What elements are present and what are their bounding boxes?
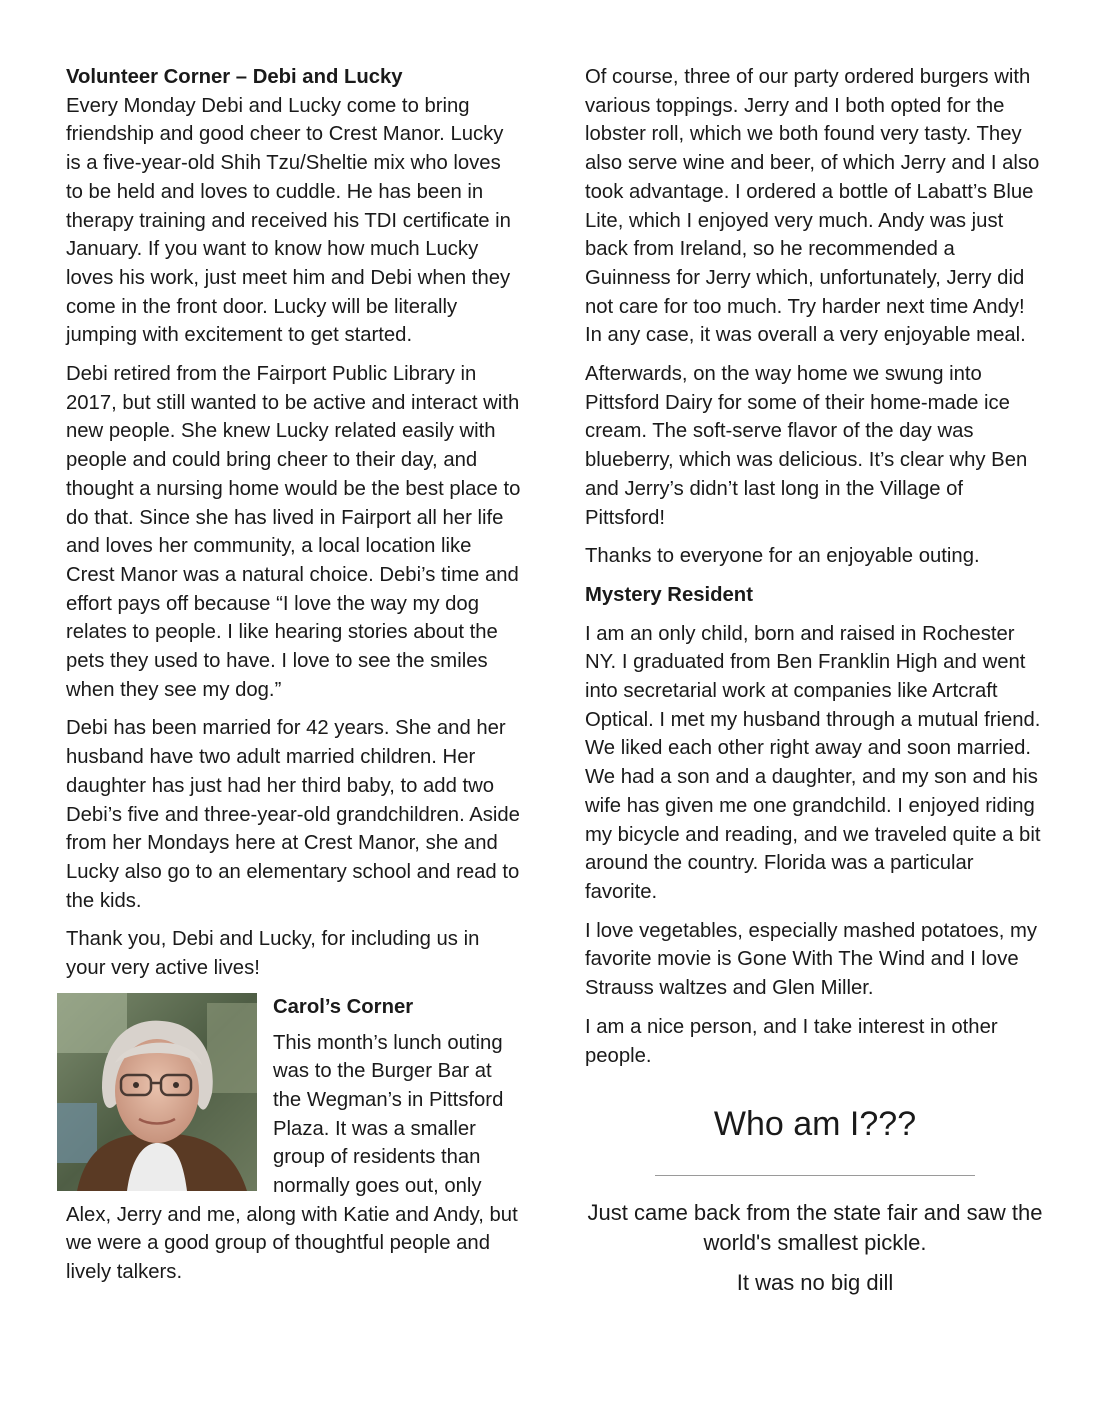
answer-line xyxy=(655,1175,975,1176)
carol-paragraph-3: Afterwards, on the way home we swung into Pittsford Dairy for some of their home-made ice cream. The soft-serve flavor of the day was blueberry, which was delicious. It’s clear why Ben and Jerry’s didn’t last long in the Village of Pittsford! xyxy=(585,363,1028,529)
carol-paragraph-4: Thanks to everyone for an enjoyable outing. xyxy=(585,545,980,568)
volunteer-heading: Volunteer Corner – Debi and Lucky xyxy=(66,66,403,88)
right-column xyxy=(585,63,1045,1298)
who-am-i-section xyxy=(585,1104,1045,1298)
mystery-paragraph-1: I am an only child, born and raised in Rochester NY. I graduated from Ben Franklin High and went into secretarial work at companies like Artcraft Optical. I met my husband through a mutual friend. We liked each other right away and soon married. We had a son and a daughter, and my son and his wife has given me one grandchild. I enjoyed riding my bicycle and reading, and we traveled quite a bit around the country. Florida was a particular favorite. xyxy=(585,622,1041,903)
joke-setup: Just came back from the state fair and saw the world's smallest pickle. xyxy=(587,1200,1043,1256)
carol-heading: Carol’s Corner xyxy=(273,995,414,1018)
carol-photo xyxy=(57,993,257,1191)
joke-punchline: It was no big dill xyxy=(736,1270,894,1296)
volunteer-paragraph-4: Thank you, Debi and Lucky, for including us in your very active lives! xyxy=(66,928,480,980)
mystery-paragraph-3: I am a nice person, and I take interest in other people. xyxy=(585,1015,998,1067)
who-am-i-title: Who am I??? xyxy=(713,1105,917,1144)
volunteer-paragraph-2: Debi retired from the Fairport Public Library in 2017, but still wanted to be active and interact with new people. She knew Lucky related easily with people and could bring cheer to their day, and thought a nursing home would be the best place to do that. Since she has lived in Fairport all her life and loves her community, a local location like Crest Manor was a natural choice. Debi’s time and effort pays off because “I love the way my dog relates to people. I like hearing stories about the pets they used to have. I love to see the smiles when they see my dog.” xyxy=(66,363,521,701)
carol-paragraph-1: This month’s lunch outing was to the Burger Bar at the Wegman’s in Pittsford Plaza. It was a smaller group of residents than normally goes out, only Alex, Jerry and me, along with Katie and Andy, but we were a good group of thoughtful people and lively talkers. xyxy=(66,1031,518,1284)
portrait-image xyxy=(57,993,257,1191)
volunteer-paragraph-1: Every Monday Debi and Lucky come to bring friendship and good cheer to Crest Manor. Lucky is a five-year-old Shih Tzu/Sheltie mix who loves to be held and loves to cuddle. He has been in therapy training and received his TDI certificate in January. If you want to know how much Lucky loves his work, just meet him and Debi when they come in the front door. Lucky will be literally jumping with excitement to get started. xyxy=(66,94,511,347)
mystery-paragraph-2: I love vegetables, especially mashed potatoes, my favorite movie is Gone With The Wind and I love Strauss waltzes and Glen Miller. xyxy=(585,919,1038,1000)
mystery-heading: Mystery Resident xyxy=(585,583,753,606)
carols-corner xyxy=(66,993,521,1287)
volunteer-paragraph-3: Debi has been married for 42 years. She and her husband have two adult married children. Her daughter has just had her third baby, to add two Debi’s five and three-year-old grandchildren. Aside from her Mondays here at Crest Manor, she and Lucky also go to an elementary school and read to the kids. xyxy=(66,717,520,912)
carol-paragraph-2: Of course, three of our party ordered burgers with various toppings. Jerry and I both opted for the lobster roll, which we both found very tasty. They also serve wine and beer, of which Jerry and I also took advantage. I ordered a bottle of Labatt’s Blue Lite, which I enjoyed very much. Andy was just back from Ireland, so he recommended a Guinness for Jerry which, unfortunately, Jerry did not care for too much. Try harder next time Andy! In any case, it was overall a very enjoyable meal. xyxy=(585,66,1040,347)
left-column xyxy=(66,63,521,1297)
